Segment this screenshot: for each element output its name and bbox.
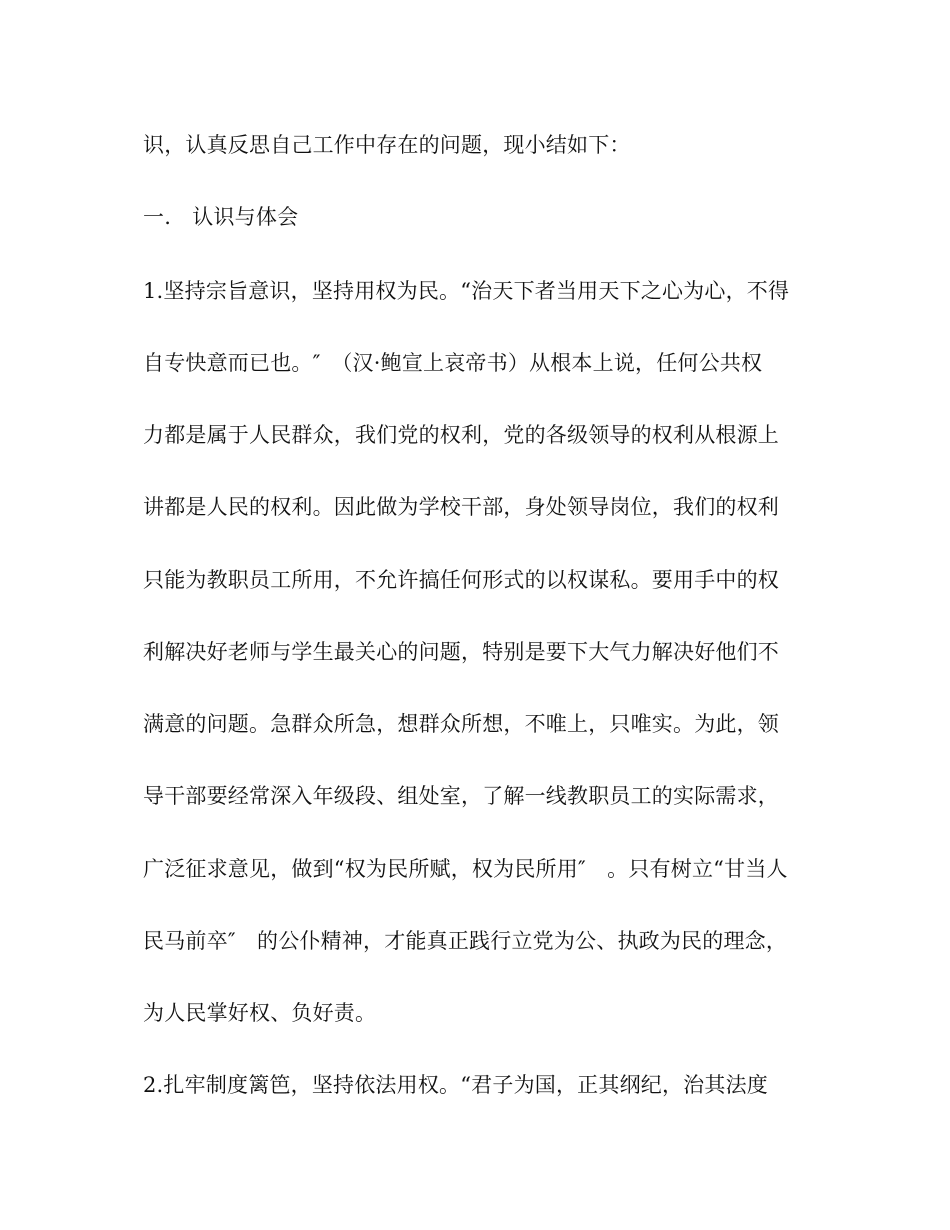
text-line-10: 导干部要经常深入年级段、组处室，了解一线教职员工的实际需求，: [143, 784, 779, 808]
section-heading: 一. 认识与体会: [143, 205, 299, 229]
text-line-7: 只能为教职员工所用，不允许搞任何形式的以权谋私。要用手中的权: [143, 568, 779, 592]
text-line-1: 识，认真反思自己工作中存在的问题，现小结如下：: [143, 133, 631, 157]
text-line-4: 自专快意而已也。″ （汉·鲍宣上哀帝书）从根本上说，任何公共权: [143, 351, 763, 375]
text-line-6: 讲都是人民的权利。因此做为学校干部，身处领导岗位，我们的权利: [143, 495, 779, 519]
text-line-9: 满意的问题。急群众所急，想群众所想，不唯上，只唯实。为此，领: [143, 712, 779, 736]
text-line-12: 民马前卒″ 的公仆精神，才能真正践行立党为公、执政为民的理念，: [143, 929, 788, 953]
text-line-14: 2.扎牢制度篱笆，坚持依法用权。“君子为国，正其纲纪，治其法度: [143, 1073, 768, 1097]
text-line-11: 广泛征求意见，做到“权为民所赋，权为民所用″ 。只有树立“甘当人: [143, 857, 788, 881]
text-line-8: 利解决好老师与学生最关心的问题，特别是要下大气力解决好他们不: [143, 640, 779, 664]
text-line-5: 力都是属于人民群众，我们党的权利，党的各级领导的权利从根源上: [143, 423, 779, 447]
text-line-3: 1.坚持宗旨意识，坚持用权为民。“治天下者当用天下之心为心，不得: [143, 279, 790, 303]
text-line-13: 为人民掌好权、负好责。: [143, 1001, 377, 1025]
